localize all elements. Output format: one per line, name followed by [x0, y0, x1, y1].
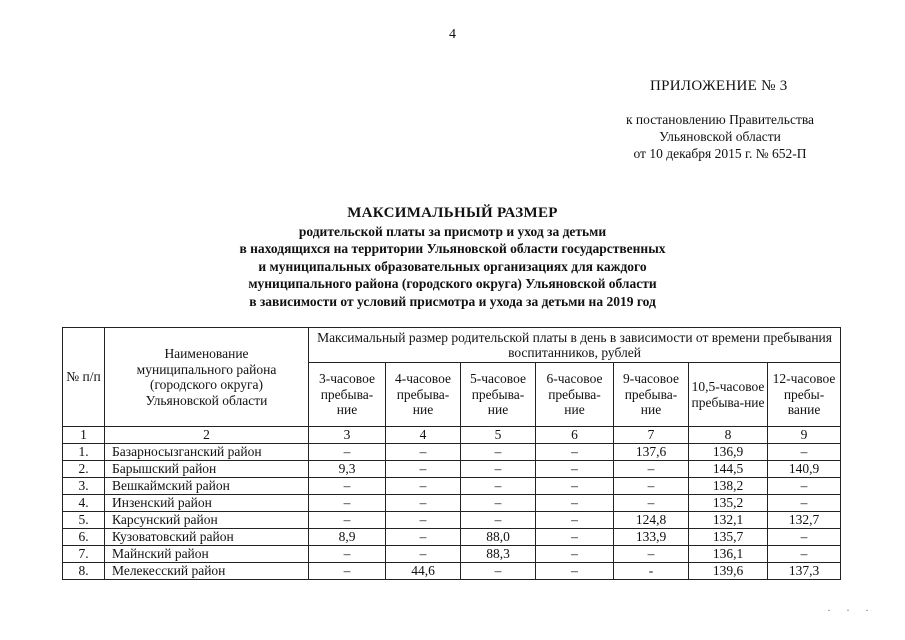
header-3-hour: 3-часовое пребыва-ние: [309, 363, 386, 427]
fee-12-hour: 132,7: [768, 512, 841, 529]
fee-10-5-hour: 138,2: [689, 478, 768, 495]
fee-12-hour: –: [768, 546, 841, 563]
fee-9-hour: 137,6: [614, 444, 689, 461]
row-number: 4.: [63, 495, 105, 512]
column-number: 9: [768, 427, 841, 444]
table-row: [63, 529, 841, 546]
district-name: Базарносызганский район: [105, 444, 309, 461]
table-row: [63, 512, 841, 529]
column-number: 4: [386, 427, 461, 444]
district-name: Карсунский район: [105, 512, 309, 529]
row-number: 1.: [63, 444, 105, 461]
decree-reference: [600, 111, 840, 162]
decree-line: к постановлению Правительства: [625, 112, 815, 127]
header-fee-group: Максимальный размер родительской платы в день в зависимости от времени пребывания воспитанников, рублей: [309, 328, 841, 363]
heading-line: и муниципальных образовательных организациях для каждого: [258, 258, 647, 274]
heading-line: в находящихся на территории Ульяновской области государственных: [239, 241, 666, 256]
table-row: [63, 478, 841, 495]
row-number: 7.: [63, 546, 105, 563]
fee-6-hour: –: [536, 512, 614, 529]
document-heading: [150, 205, 755, 310]
fee-4-hour: –: [386, 512, 461, 529]
header-4-hour: 4-часовое пребыва-ние: [386, 363, 461, 427]
heading-line: муниципального района (городского округа) Ульяновской области: [248, 276, 657, 291]
row-number: 2.: [63, 461, 105, 478]
fee-3-hour: 9,3: [309, 461, 386, 478]
column-number: 8: [689, 427, 768, 444]
district-name: Инзенский район: [105, 495, 309, 512]
fee-6-hour: –: [536, 563, 614, 580]
fee-5-hour: –: [461, 478, 536, 495]
fee-9-hour: –: [614, 461, 689, 478]
fee-9-hour: –: [614, 478, 689, 495]
fee-3-hour: –: [309, 546, 386, 563]
fee-5-hour: –: [461, 444, 536, 461]
fee-12-hour: –: [768, 529, 841, 546]
fee-6-hour: –: [536, 461, 614, 478]
column-number-row: [63, 427, 841, 444]
fee-6-hour: –: [536, 529, 614, 546]
fee-12-hour: –: [768, 478, 841, 495]
district-name: Вешкаймский район: [105, 478, 309, 495]
heading-title: МАКСИМАЛЬНЫЙ РАЗМЕР: [347, 205, 558, 221]
fee-6-hour: –: [536, 495, 614, 512]
fee-9-hour: –: [614, 546, 689, 563]
fee-12-hour: 140,9: [768, 461, 841, 478]
header-5-hour: 5-часовое пребыва-ние: [461, 363, 536, 427]
fee-9-hour: -: [614, 563, 689, 580]
scan-artifact-dots: · · ·: [827, 603, 875, 617]
fee-10-5-hour: 135,7: [689, 529, 768, 546]
decree-line: Ульяновской области: [659, 129, 781, 144]
fee-4-hour: –: [386, 546, 461, 563]
district-name: Мелекесский район: [105, 563, 309, 580]
fee-9-hour: 124,8: [614, 512, 689, 529]
fee-5-hour: –: [461, 495, 536, 512]
column-number: 7: [614, 427, 689, 444]
column-number: 2: [105, 427, 309, 444]
column-number: 5: [461, 427, 536, 444]
fee-4-hour: 44,6: [386, 563, 461, 580]
header-row-number: № п/п: [63, 328, 105, 427]
column-number: 1: [63, 427, 105, 444]
district-name: Кузоватовский район: [105, 529, 309, 546]
heading-line: родительской платы за присмотр и уход за детьми: [298, 223, 607, 239]
fee-6-hour: –: [536, 546, 614, 563]
fee-10-5-hour: 144,5: [689, 461, 768, 478]
fee-10-5-hour: 139,6: [689, 563, 768, 580]
header-district-name: Наименование муниципального района (городского округа) Ульяновской области: [105, 328, 309, 427]
fee-5-hour: –: [461, 563, 536, 580]
fee-10-5-hour: 132,1: [689, 512, 768, 529]
fee-6-hour: –: [536, 478, 614, 495]
district-name: Майнский район: [105, 546, 309, 563]
fee-12-hour: –: [768, 444, 841, 461]
fee-4-hour: –: [386, 495, 461, 512]
district-name: Барышский район: [105, 461, 309, 478]
fee-3-hour: 8,9: [309, 529, 386, 546]
table-row: [63, 546, 841, 563]
page-number: 4: [449, 27, 456, 42]
fee-3-hour: –: [309, 478, 386, 495]
header-9-hour: 9-часовое пребыва-ние: [614, 363, 689, 427]
decree-line: от 10 декабря 2015 г. № 652-П: [633, 146, 807, 161]
fee-10-5-hour: 136,9: [689, 444, 768, 461]
fee-4-hour: –: [386, 461, 461, 478]
fee-9-hour: –: [614, 495, 689, 512]
fee-10-5-hour: 136,1: [689, 546, 768, 563]
heading-line: в зависимости от условий присмотра и ухода за детьми на 2019 год: [249, 293, 656, 309]
table-row: [63, 461, 841, 478]
fee-4-hour: –: [386, 529, 461, 546]
table-row: [63, 444, 841, 461]
fee-12-hour: 137,3: [768, 563, 841, 580]
fee-3-hour: –: [309, 444, 386, 461]
table-row: [63, 495, 841, 512]
fee-3-hour: –: [309, 563, 386, 580]
header-6-hour: 6-часовое пребыва-ние: [536, 363, 614, 427]
appendix-title: ПРИЛОЖЕНИЕ № 3: [650, 78, 788, 94]
header-10-5-hour: 10,5-часовое пребыва-ние: [689, 363, 768, 427]
fee-5-hour: 88,3: [461, 546, 536, 563]
fee-12-hour: –: [768, 495, 841, 512]
row-number: 5.: [63, 512, 105, 529]
fee-6-hour: –: [536, 444, 614, 461]
fee-table: [62, 327, 841, 580]
fee-5-hour: 88,0: [461, 529, 536, 546]
fee-4-hour: –: [386, 444, 461, 461]
row-number: 6.: [63, 529, 105, 546]
column-number: 6: [536, 427, 614, 444]
row-number: 8.: [63, 563, 105, 580]
fee-4-hour: –: [386, 478, 461, 495]
column-number: 3: [309, 427, 386, 444]
fee-10-5-hour: 135,2: [689, 495, 768, 512]
row-number: 3.: [63, 478, 105, 495]
fee-5-hour: –: [461, 461, 536, 478]
fee-3-hour: –: [309, 495, 386, 512]
header-12-hour: 12-часовое пребы-вание: [768, 363, 841, 427]
fee-9-hour: 133,9: [614, 529, 689, 546]
fee-5-hour: –: [461, 512, 536, 529]
fee-3-hour: –: [309, 512, 386, 529]
table-row: [63, 563, 841, 580]
